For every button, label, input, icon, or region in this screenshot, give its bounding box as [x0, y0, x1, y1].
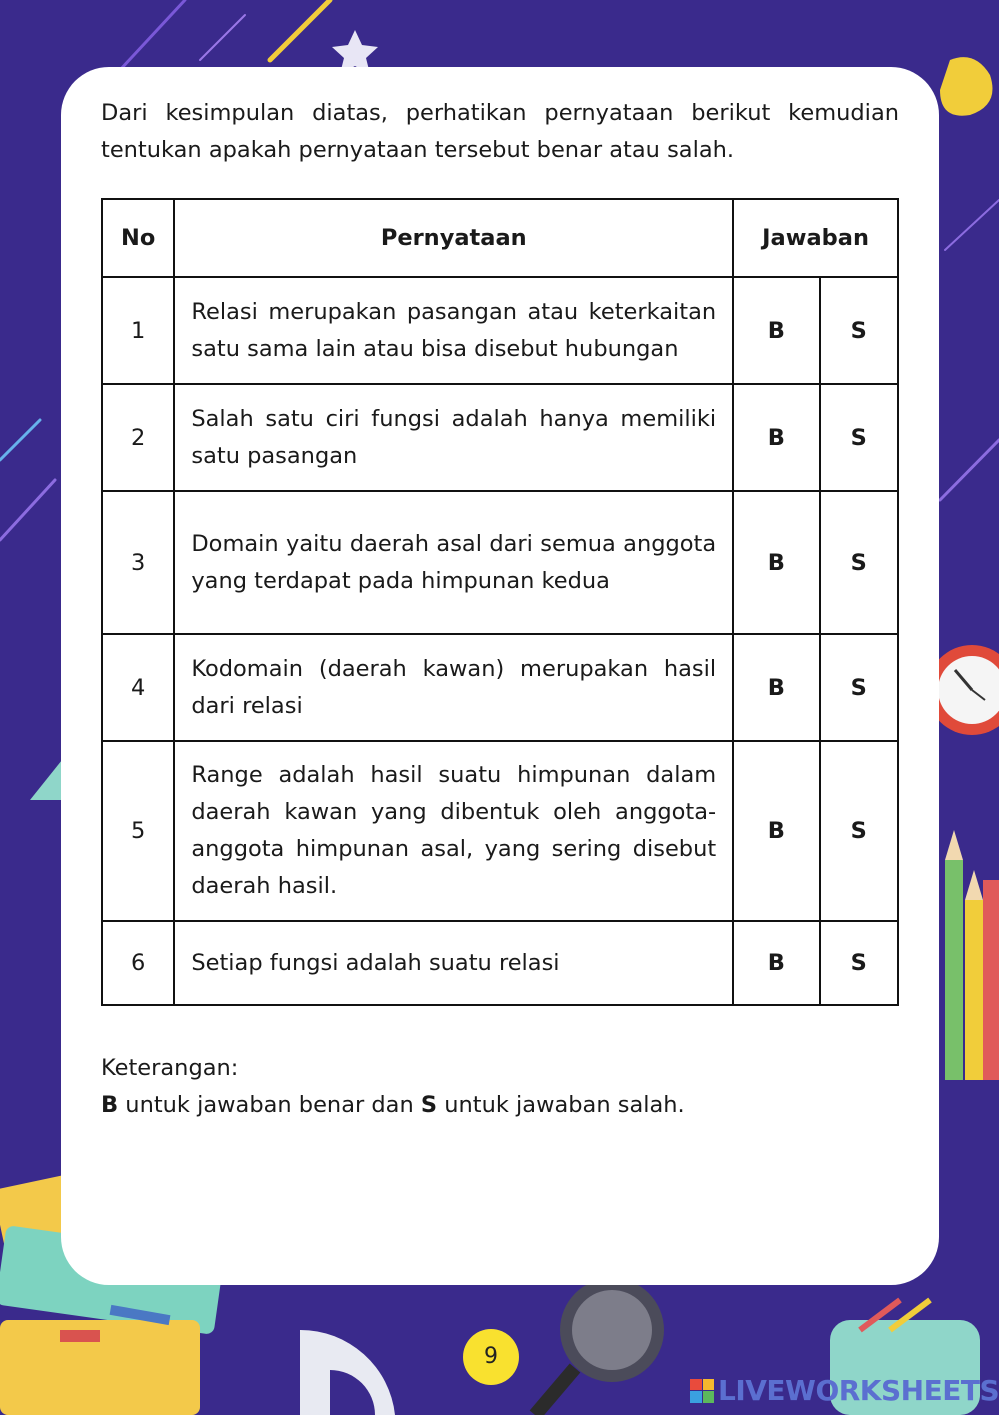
table-row — [102, 491, 898, 634]
row-number: 4 — [102, 634, 174, 741]
page-number-badge: 9 — [463, 1329, 519, 1385]
table-header-row — [102, 199, 898, 277]
table-row — [102, 277, 898, 384]
answer-s-button[interactable]: S — [820, 634, 898, 741]
answer-b-button[interactable]: B — [733, 491, 819, 634]
table-row — [102, 384, 898, 491]
row-statement: Kodomain (daerah kawan) merupakan hasil dari relasi — [174, 634, 733, 741]
quiz-table — [101, 198, 899, 1006]
legend-s-letter: S — [420, 1092, 438, 1118]
brand-name: LIVEWORKSHEETS — [718, 1374, 999, 1407]
table-row — [102, 921, 898, 1005]
answer-b-button[interactable]: B — [733, 634, 819, 741]
row-number: 3 — [102, 491, 174, 634]
row-statement: Domain yaitu daerah asal dari semua anggota yang terdapat pada himpunan kedua — [174, 491, 733, 634]
answer-s-button[interactable]: S — [820, 741, 898, 921]
liveworksheets-logo-icon — [690, 1379, 714, 1403]
legend-b-text: untuk jawaban benar dan — [118, 1092, 421, 1118]
table-row — [102, 634, 898, 741]
table-row — [102, 741, 898, 921]
liveworksheets-brand — [690, 1374, 999, 1407]
answer-b-button[interactable]: B — [733, 741, 819, 921]
row-statement: Setiap fungsi adalah suatu relasi — [174, 921, 733, 1005]
legend-text — [101, 1087, 685, 1124]
row-number: 1 — [102, 277, 174, 384]
answer-b-button[interactable]: B — [733, 277, 819, 384]
row-statement: Relasi merupakan pasangan atau keterkaitan satu sama lain atau bisa disebut hubungan — [174, 277, 733, 384]
legend — [101, 1050, 685, 1124]
header-answer: Jawaban — [733, 199, 898, 277]
legend-b-letter: B — [101, 1092, 119, 1118]
row-statement: Salah satu ciri fungsi adalah hanya memiliki satu pasangan — [174, 384, 733, 491]
legend-title: Keterangan: — [101, 1055, 239, 1081]
header-no: No — [102, 199, 174, 277]
row-statement: Range adalah hasil suatu himpunan dalam daerah kawan yang dibentuk oleh anggota-anggota himpunan asal, yang sering disebut daerah hasil. — [174, 741, 733, 921]
answer-s-button[interactable]: S — [820, 277, 898, 384]
header-statement: Pernyataan — [174, 199, 733, 277]
answer-s-button[interactable]: S — [820, 491, 898, 634]
intro-text: Dari kesimpulan diatas, perhatikan pernyataan berikut kemudian tentukan apakah pernyataan tersebut benar atau salah. — [101, 100, 899, 163]
row-number: 5 — [102, 741, 174, 921]
row-number: 6 — [102, 921, 174, 1005]
answer-b-button[interactable]: B — [733, 384, 819, 491]
answer-s-button[interactable]: S — [820, 384, 898, 491]
answer-b-button[interactable]: B — [733, 921, 819, 1005]
row-number: 2 — [102, 384, 174, 491]
worksheet-card — [61, 67, 939, 1285]
answer-s-button[interactable]: S — [820, 921, 898, 1005]
legend-s-text: untuk jawaban salah. — [437, 1092, 685, 1118]
